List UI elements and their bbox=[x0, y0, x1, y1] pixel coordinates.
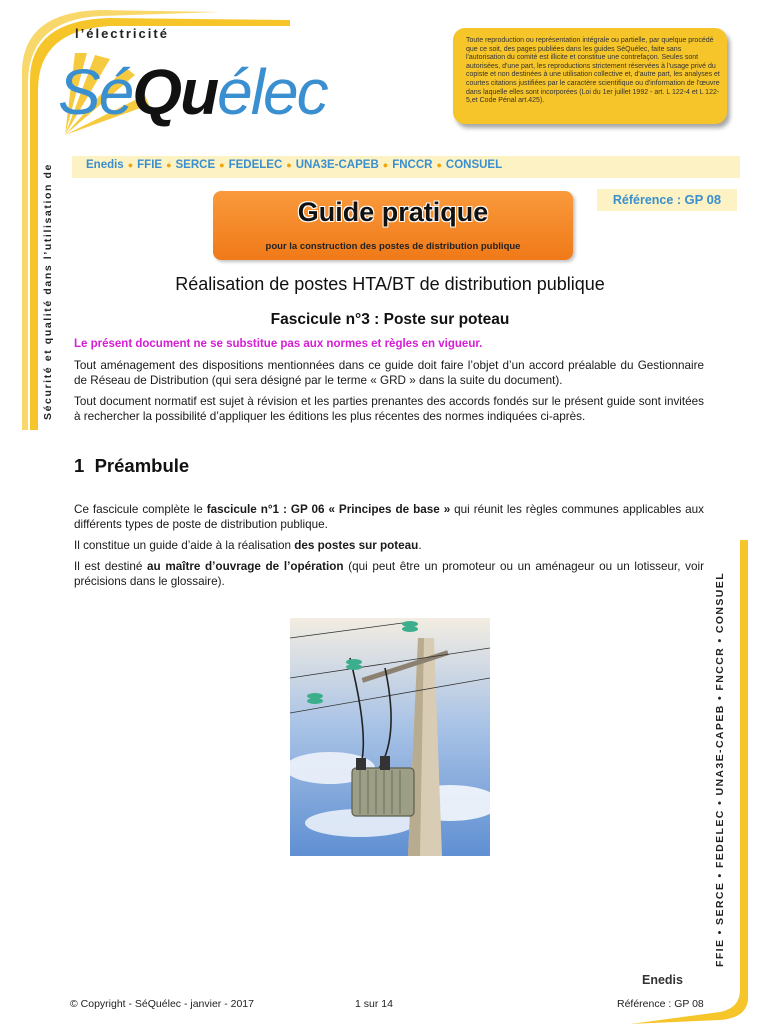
text-run: Il est destiné bbox=[74, 560, 148, 573]
text-run: . bbox=[418, 539, 422, 552]
org-consuel: CONSUEL bbox=[445, 159, 503, 171]
org-ffie: FFIE bbox=[137, 159, 163, 171]
sequelec-logo: SéQuélec bbox=[58, 56, 327, 128]
footer-page-number: 1 sur 14 bbox=[355, 998, 393, 1010]
text-run-bold: fascicule n°1 : GP 06 « Principes de base » bbox=[206, 503, 451, 516]
preamble-paragraph-1 bbox=[74, 502, 704, 532]
org-enedis: Enedis bbox=[86, 159, 124, 171]
pole-transformer-photo bbox=[290, 618, 490, 856]
text-run-bold: au maître d’ouvrage de l’opération bbox=[147, 560, 344, 573]
document-title: Réalisation de postes HTA/BT de distribution publique bbox=[175, 274, 605, 294]
section-number: 1 bbox=[74, 455, 85, 476]
org-una3e-capeb: UNA3E-CAPEB bbox=[295, 159, 379, 171]
copyright-notice-text: Toute reproduction ou représentation intégrale ou partielle, par quelque procédé que ce soit, des pages publiées dans les guides SéQuélec, faite sans l'autorisation du comité est illicite et constitue une contrefaçon. Seules sont autorisées, d'une part, les reproductions strictement réservées à l'usage privé du copiste et non destinées à une utilisation collective et, d'autre part, les analyses et courtes citations justifiées par le caractère scientifique ou d'information de l'œuvre dans laquelle elles sont incorporées (Loi du 1er juillet 1992 - art. L 122-4 et L 122-5,et Code Pénal art.425). bbox=[466, 37, 720, 105]
vertical-tagline: Sécurité et qualité dans l’utilisation de bbox=[42, 163, 54, 420]
text-run: (qui peut être un promoteur ou un aménageur ou un lotisseur, voir précisions dans le glossaire). bbox=[74, 560, 704, 588]
reference-label: Référence : bbox=[612, 193, 681, 207]
text-run: Il constitue un guide d’aide à la réalisation bbox=[74, 539, 295, 552]
enedis-label: Enedis bbox=[642, 973, 683, 987]
reference-value: GP 08 bbox=[684, 192, 722, 207]
text-run-bold: des postes sur poteau bbox=[294, 539, 419, 552]
section-heading bbox=[74, 455, 189, 477]
org-fnccr: FNCCR bbox=[392, 159, 433, 171]
reference-tag bbox=[597, 192, 737, 207]
tagline-top: l’électricité bbox=[75, 26, 169, 41]
intro-paragraph-1: Tout aménagement des dispositions mentionnées dans ce guide doit faire l’objet d’un accord préalable du Gestionnaire de Réseau de Distribution (qui sera désigné par le terme « GRD » dans la suite du document). bbox=[74, 359, 704, 387]
text-run: Ce fascicule complète le bbox=[74, 503, 207, 516]
standards-warning: Le présent document ne se substitue pas aux normes et règles en vigueur. bbox=[74, 338, 483, 350]
footer-copyright: © Copyright - SéQuélec - janvier - 2017 bbox=[70, 998, 254, 1010]
banner-subtitle: pour la construction des postes de distribution publique bbox=[265, 241, 521, 252]
org-fedelec: FEDELEC bbox=[228, 159, 283, 171]
banner-title: Guide pratique bbox=[297, 197, 489, 227]
fascicule-title: Fascicule n°3 : Poste sur poteau bbox=[270, 311, 510, 328]
intro-paragraph-2: Tout document normatif est sujet à révision et les parties prenantes des accords fondés sur le présent guide sont invitées à rechercher la possibilité d’appliquer les éditions les plus récentes des normes indiquées ci-après. bbox=[74, 395, 704, 423]
footer-reference: Référence : GP 08 bbox=[617, 998, 704, 1010]
text-run: qui réunit les règles communes applicables aux différents types de poste de distribution publique. bbox=[74, 503, 704, 531]
organizations-list: Enedis ● FFIE ● SERCE ● FEDELEC ● UNA3E-CAPEB ● FNCCR ● CONSUEL bbox=[86, 159, 503, 171]
org-serce: SERCE bbox=[175, 159, 216, 171]
right-yellow-swoosh bbox=[600, 530, 768, 1024]
vertical-organizations: FFIE • SERCE • FEDELEC • UNA3E-CAPEB • FNCCR • CONSUEL bbox=[714, 572, 726, 968]
section-title: Préambule bbox=[94, 455, 190, 476]
